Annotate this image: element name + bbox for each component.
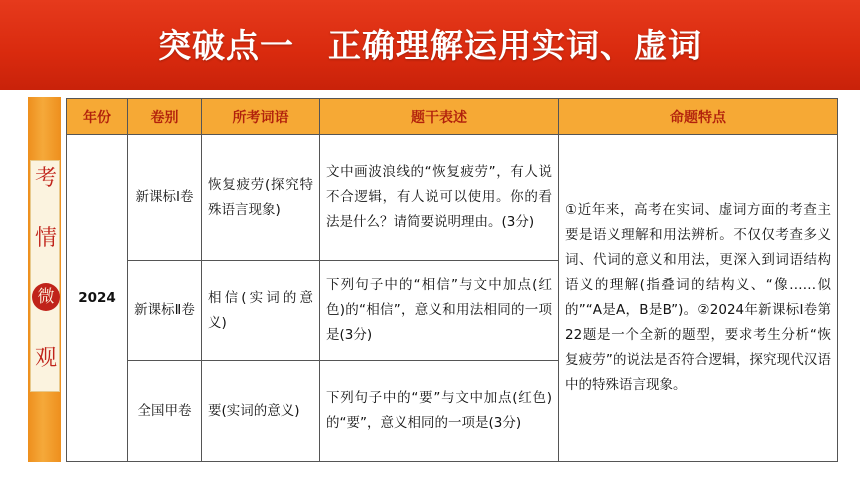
year-cell: 2024 (67, 135, 128, 462)
paper-cell: 新课标Ⅰ卷 (128, 135, 202, 261)
header-term: 所考词语 (202, 99, 320, 135)
side-label-char-1: 考 (34, 166, 57, 191)
stem-cell: 下列句子中的“相信”与文中加点(红色)的“相信”，意义和用法相同的一项是(3分) (320, 261, 559, 361)
stem-cell: 文中画波浪线的“恢复疲劳”，有人说不合逻辑，有人说可以使用。你的看法是什么？请简要说明理由。(3分) (320, 135, 559, 261)
side-label-char-4: 观 (34, 346, 57, 371)
term-cell: 相信(实词的意义) (202, 261, 320, 361)
term-cell: 要(实词的意义) (202, 361, 320, 462)
header-stem: 题干表述 (320, 99, 559, 135)
paper-cell: 全国甲卷 (128, 361, 202, 462)
exam-analysis-table (66, 98, 838, 462)
side-label-char-2: 情 (34, 226, 57, 251)
paper-cell: 新课标Ⅱ卷 (128, 261, 202, 361)
features-cell: ①近年来，高考在实词、虚词方面的考查主要是语义理解和用法辨析。不仅仅考查多义词、代词的意义和用法，更深入到词语结构语义的理解(指叠词的结构义、“像……似的”“A是A，B是B”)。②2024年新课标Ⅰ卷第22题是一个全新的题型，要求考生分析“恢复疲劳”的说法是否符合逻辑，探究现代汉语中的特殊语言现象。 (559, 135, 838, 462)
page-title: 突破点一 正确理解运用实词、虚词 (158, 26, 702, 65)
term-cell: 恢复疲劳(探究特殊语言现象) (202, 135, 320, 261)
header-year: 年份 (67, 99, 128, 135)
side-label-card (30, 160, 60, 392)
header-features: 命题特点 (559, 99, 838, 135)
header-paper: 卷别 (128, 99, 202, 135)
table-row (67, 135, 838, 261)
side-label-badge: 微 (32, 283, 60, 311)
table-header-row (67, 99, 838, 135)
stem-cell: 下列句子中的“要”与文中加点(红色)的“要”，意义相同的一项是(3分) (320, 361, 559, 462)
